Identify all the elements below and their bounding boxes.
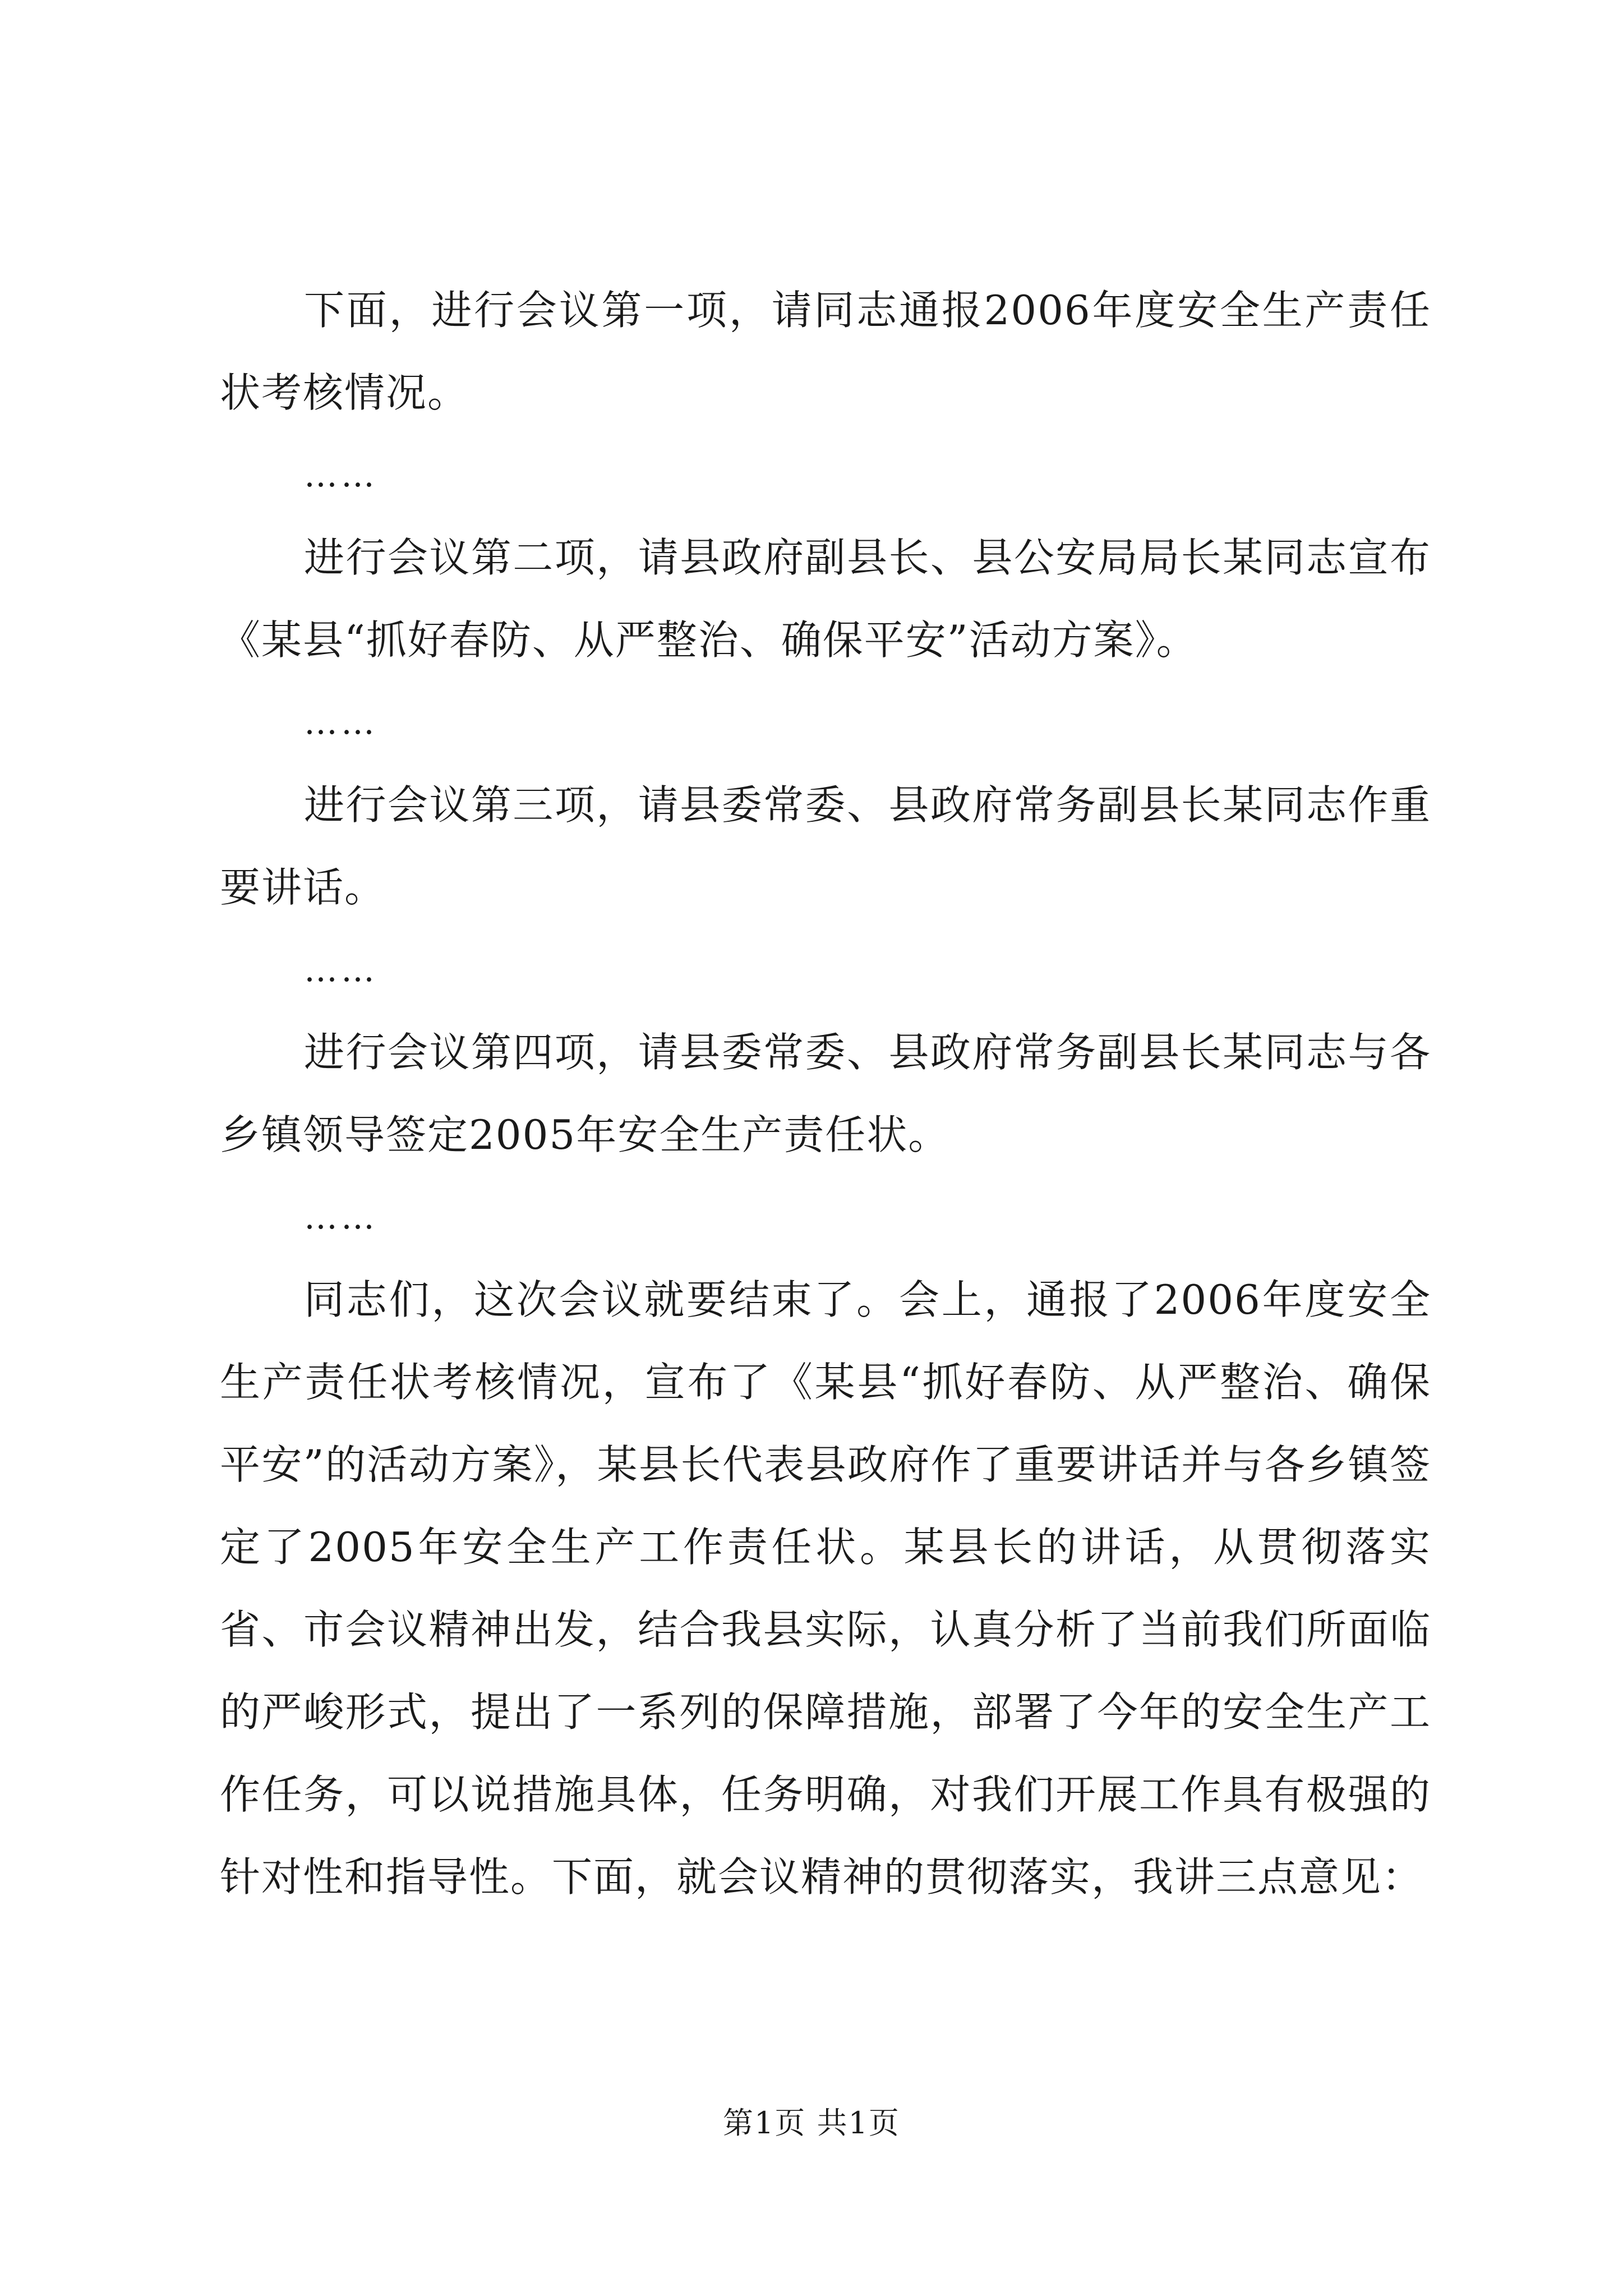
- ellipsis-line: ……: [304, 455, 378, 495]
- closing-paragraph: 同志们，这次会议就要结束了。会上，通报了2006年度安全生产责任状考核情况，宣布了《某县“抓好春防、从严整治、确保平安”的活动方案》，某县长代表县政府作了重要讲话并与各乡镇签定了2005年安全生产工作责任状。某县长的讲话，从贯彻落实省、市会议精神出发，结合我县实际，认真分析了当前我们所面临的严峻形式，提出了一系列的保障措施，部署了今年的安全生产工作任务，可以说措施具体，任务明确，对我们开展工作具有极强的针对性和指导性。下面，就会议精神的贯彻落实，我讲三点意见：: [220, 1276, 1431, 1901]
- paragraph-item-1: 下面，进行会议第一项，请同志通报2006年度安全生产责任状考核情况。: [220, 287, 1431, 416]
- ellipsis-line: ……: [304, 950, 378, 990]
- document-body: [220, 269, 1431, 1918]
- ellipsis-line: ……: [304, 703, 378, 742]
- paragraph-item-4: 进行会议第四项，请县委常委、县政府常务副县长某同志与各乡镇领导签定2005年安全生产责任状。: [220, 1029, 1431, 1158]
- page-number-footer: 第1页 共1页: [723, 2105, 900, 2141]
- paragraph-item-2: 进行会议第二项，请县政府副县长、县公安局局长某同志宣布《某县“抓好春防、从严整治、确保平安”活动方案》。: [220, 534, 1431, 664]
- paragraph-item-3: 进行会议第三项，请县委常委、县政府常务副县长某同志作重要讲话。: [220, 781, 1431, 911]
- ellipsis-line: ……: [304, 1198, 378, 1237]
